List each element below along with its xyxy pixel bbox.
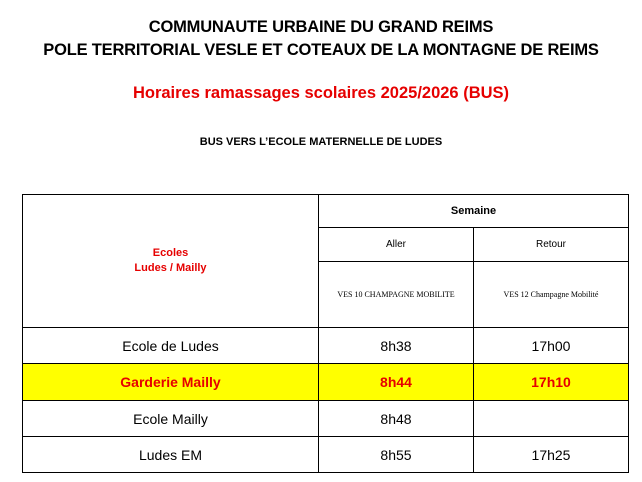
org-title: COMMUNAUTE URBAINE DU GRAND REIMS bbox=[148, 18, 494, 36]
retour-time: 17h25 bbox=[474, 437, 629, 473]
ecoles-header bbox=[23, 195, 319, 328]
retour-header: Retour bbox=[474, 228, 629, 262]
table-row-highlighted bbox=[23, 364, 629, 401]
aller-time: 8h38 bbox=[319, 328, 474, 364]
aller-time: 8h44 bbox=[319, 364, 474, 401]
aller-time: 8h48 bbox=[319, 401, 474, 437]
section-title: BUS VERS L’ECOLE MATERNELLE DE LUDES bbox=[199, 136, 443, 148]
schedule-title: Horaires ramassages scolaires 2025/2026 (BUS) bbox=[132, 84, 510, 102]
retour-time: 17h10 bbox=[474, 364, 629, 401]
retour-time bbox=[474, 401, 629, 437]
ecoles-label: Ecoles bbox=[152, 247, 189, 259]
stop-name: Ecole Mailly bbox=[23, 401, 319, 437]
aller-line: VES 10 CHAMPAGNE MOBILITE bbox=[319, 262, 474, 328]
table-row bbox=[23, 401, 629, 437]
semaine-header: Semaine bbox=[319, 195, 629, 228]
stop-name: Ludes EM bbox=[23, 437, 319, 473]
table-row bbox=[23, 328, 629, 364]
org-subtitle: POLE TERRITORIAL VESLE ET COTEAUX DE LA MONTAGNE DE REIMS bbox=[43, 41, 599, 59]
retour-line: VES 12 Champagne Mobilité bbox=[474, 262, 629, 328]
schedule-table bbox=[22, 194, 629, 473]
ecoles-sublabel: Ludes / Mailly bbox=[134, 262, 207, 274]
table-row bbox=[23, 437, 629, 473]
stop-name: Ecole de Ludes bbox=[23, 328, 319, 364]
retour-time: 17h00 bbox=[474, 328, 629, 364]
aller-header: Aller bbox=[319, 228, 474, 262]
aller-time: 8h55 bbox=[319, 437, 474, 473]
stop-name: Garderie Mailly bbox=[23, 364, 319, 401]
